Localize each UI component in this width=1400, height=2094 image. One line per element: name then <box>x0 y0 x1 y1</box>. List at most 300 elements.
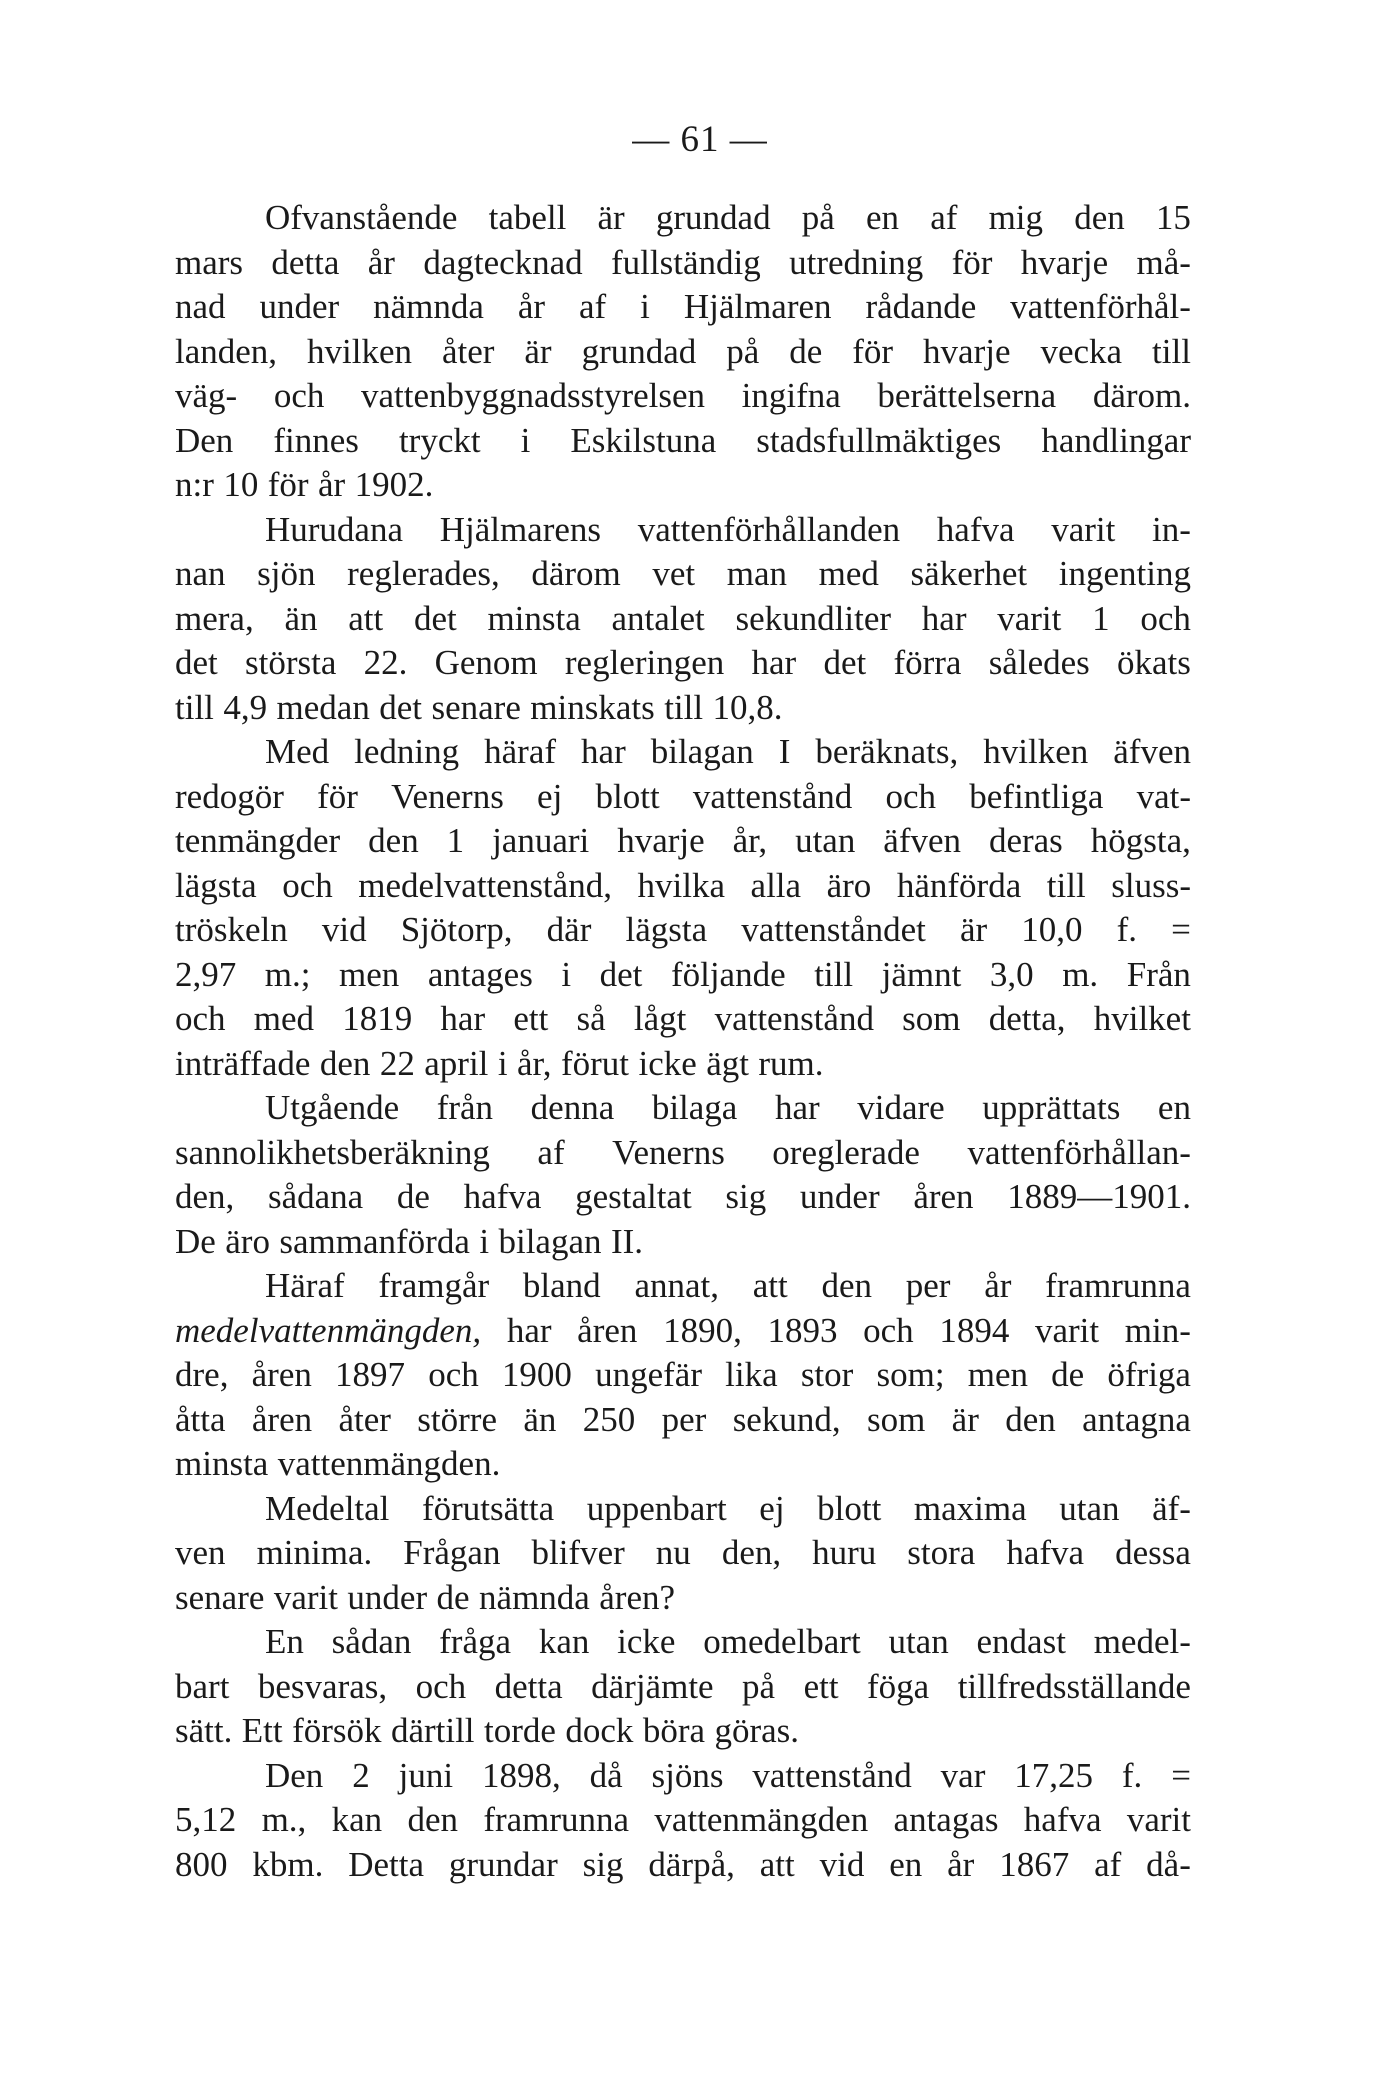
word: gestaltat <box>575 1177 692 1216</box>
word: har <box>506 1310 552 1350</box>
word: 1 <box>446 821 465 860</box>
word: jämnt <box>881 954 962 994</box>
text-line <box>175 1442 1191 1487</box>
word: där <box>546 910 592 949</box>
word: åter <box>441 331 495 371</box>
word: 2 <box>352 1755 370 1795</box>
word: och <box>415 1666 467 1706</box>
word: dessa <box>1115 1533 1191 1572</box>
word: sannolikhetsberäkning <box>175 1132 490 1172</box>
paragraph <box>175 730 1191 1086</box>
word: därom. <box>1092 376 1191 415</box>
word: åtta <box>175 1399 226 1439</box>
word: under <box>799 1177 880 1216</box>
word: De <box>175 1221 216 1261</box>
word: upprättats <box>982 1088 1121 1127</box>
word: 5,12 <box>175 1800 237 1839</box>
word: sekundliter <box>735 598 892 638</box>
word: rum. <box>758 1043 824 1083</box>
word: 10 <box>223 465 259 504</box>
paragraph <box>175 1620 1191 1754</box>
word: 1893 <box>767 1310 838 1350</box>
word: I <box>778 732 791 771</box>
word: Utgående <box>265 1088 400 1127</box>
word: juni <box>398 1755 454 1795</box>
word: antagas <box>893 1800 999 1839</box>
word: största <box>245 643 337 682</box>
word: senare <box>431 687 521 727</box>
word: Hjälmaren <box>683 287 832 326</box>
word: sekund, <box>732 1399 841 1439</box>
word: fråga <box>439 1622 512 1661</box>
word: förra <box>893 643 962 682</box>
word: en <box>865 198 900 237</box>
word: 1890, <box>663 1310 742 1350</box>
word: utredning <box>789 242 924 282</box>
word: april <box>424 1043 489 1083</box>
word: till <box>814 954 854 994</box>
word: den <box>319 1043 371 1083</box>
word: 1 <box>1092 598 1110 638</box>
word: äfven <box>883 821 962 860</box>
text-line <box>175 997 1191 1042</box>
word: antagna <box>1082 1399 1191 1439</box>
word: 1898, <box>481 1755 561 1795</box>
word: göras. <box>714 1711 800 1750</box>
word: den <box>368 821 419 860</box>
word: därom <box>531 554 621 593</box>
word: då- <box>1146 1844 1191 1884</box>
word: antages <box>427 954 533 994</box>
word: i <box>520 420 531 460</box>
word: vattenstånd <box>714 999 874 1038</box>
word: tryckt <box>398 420 481 460</box>
word: 1889—1901. <box>1007 1177 1191 1216</box>
word: den, <box>175 1177 235 1216</box>
word: Venerns <box>391 776 504 816</box>
text-line <box>175 1709 1191 1754</box>
word: har <box>774 1088 820 1127</box>
word: minima. <box>256 1533 373 1572</box>
word: år <box>517 287 546 326</box>
word: en <box>889 1844 923 1884</box>
word: lägsta <box>175 865 257 905</box>
word: nu <box>655 1533 691 1572</box>
word: högsta, <box>1090 821 1191 860</box>
word: bilaga <box>651 1088 738 1127</box>
word: Ofvanstående <box>265 198 458 237</box>
word: finnes <box>273 420 359 460</box>
word: f. <box>1121 1755 1143 1795</box>
word: per <box>905 1266 951 1305</box>
word: än <box>284 598 318 638</box>
word: omedelbart <box>703 1622 861 1661</box>
text-line <box>175 597 1191 642</box>
word: 22 <box>379 1043 415 1083</box>
word: föga <box>867 1666 930 1706</box>
word: därtill <box>390 1711 475 1750</box>
word: ägt <box>706 1043 749 1083</box>
text-line <box>175 1398 1191 1443</box>
paragraph <box>175 1487 1191 1621</box>
word: utan <box>1059 1488 1120 1528</box>
word: åren? <box>599 1577 676 1617</box>
word: nad <box>175 287 226 326</box>
word: Från <box>1126 954 1191 994</box>
word: 1867 <box>999 1844 1070 1884</box>
word: blott <box>595 776 660 816</box>
word: minsta <box>175 1444 269 1483</box>
word: förut <box>560 1043 630 1083</box>
word: i <box>561 954 572 994</box>
word: på <box>726 331 760 371</box>
word: vattenstånd <box>752 1755 912 1795</box>
word: väg- <box>175 376 238 415</box>
word: åren <box>913 1177 974 1216</box>
word: för <box>267 465 309 504</box>
word: ingenting <box>1058 554 1191 593</box>
word: 1894 <box>939 1310 1010 1350</box>
paragraph <box>175 1264 1191 1487</box>
word: år <box>318 465 346 504</box>
text-line <box>175 1131 1191 1176</box>
word: En <box>265 1622 304 1661</box>
word: tabell <box>488 198 567 237</box>
word: f. <box>1116 910 1138 949</box>
word: för <box>317 776 358 816</box>
word: må- <box>1136 242 1191 282</box>
text-line <box>175 552 1191 597</box>
word: vat- <box>1136 776 1191 816</box>
word: år <box>367 242 395 282</box>
word: från <box>436 1088 494 1127</box>
word: och <box>1140 598 1191 638</box>
word: det <box>413 598 457 638</box>
word: en <box>1157 1088 1191 1127</box>
word: m., <box>261 1800 307 1839</box>
word: varit <box>997 598 1062 638</box>
word: äro <box>225 1221 270 1261</box>
page-number: — 61 — <box>632 119 768 160</box>
word: äf- <box>1152 1488 1191 1528</box>
word: regleringen <box>564 643 725 682</box>
word: åren <box>251 1399 313 1439</box>
word: är <box>597 198 625 237</box>
text-line <box>175 508 1191 553</box>
word: grundad <box>581 331 697 371</box>
word: lägsta <box>625 910 708 949</box>
word: inträffade <box>175 1043 311 1083</box>
word: och <box>885 776 937 816</box>
text-line <box>175 1843 1191 1888</box>
word: tillfredsställande <box>957 1666 1191 1706</box>
word: de <box>789 331 823 371</box>
word: af <box>579 287 607 326</box>
word: redogör <box>175 776 284 816</box>
word: dock <box>565 1711 634 1750</box>
word: till <box>1152 331 1191 371</box>
paragraph <box>175 508 1191 731</box>
text-line <box>175 1264 1191 1309</box>
word: huru <box>812 1533 877 1572</box>
word: 4,9 <box>223 687 268 727</box>
word: Den <box>175 420 234 460</box>
word: 800 <box>175 1844 228 1884</box>
word: var <box>940 1755 986 1795</box>
word: hvilken <box>307 331 412 371</box>
word: 22. <box>363 643 408 682</box>
word: så <box>576 999 606 1038</box>
word: ven <box>175 1533 226 1572</box>
word: äfven <box>1113 732 1191 771</box>
word: detta, <box>988 999 1066 1038</box>
word: den, <box>721 1533 782 1572</box>
word: till <box>175 687 214 727</box>
text-line <box>175 1175 1191 1220</box>
text-line <box>175 908 1191 953</box>
word: år <box>947 1844 975 1884</box>
word: vattenförhållanden <box>637 509 901 549</box>
word: endast <box>976 1622 1066 1661</box>
word: tröskeln <box>175 910 288 949</box>
word: 10,0 <box>1021 910 1083 949</box>
word: 3,0 <box>989 954 1034 994</box>
word: blifver <box>531 1533 625 1572</box>
word: det <box>175 643 218 682</box>
word: Genom <box>434 643 538 682</box>
word: har <box>581 732 626 771</box>
word: ingifna <box>741 376 841 415</box>
text-line <box>175 1220 1191 1265</box>
word: varit <box>1126 1800 1191 1839</box>
word: häraf <box>484 732 557 771</box>
word: 2,97 <box>175 954 237 994</box>
word: men <box>967 1355 1028 1394</box>
word: 10,8. <box>712 687 783 727</box>
text-line <box>175 953 1191 998</box>
word: det <box>379 687 423 727</box>
word: således <box>988 643 1090 682</box>
word: stadsfullmäktiges <box>756 420 1002 460</box>
word: den <box>821 1266 873 1305</box>
word: icke <box>617 1622 676 1661</box>
word: bland <box>522 1266 601 1305</box>
paragraph <box>175 1086 1191 1264</box>
word: varit <box>273 1577 338 1617</box>
word: ett <box>513 999 549 1038</box>
word: = <box>1171 910 1191 949</box>
word: mars <box>175 242 244 282</box>
text-line <box>175 330 1191 375</box>
word: till <box>664 687 704 727</box>
word: hvilken <box>983 732 1089 771</box>
word: annat, <box>634 1266 719 1305</box>
word: Häraf <box>265 1266 345 1305</box>
word: har <box>921 598 967 638</box>
word: hafva <box>1023 1800 1102 1839</box>
word: uppenbart <box>586 1488 727 1528</box>
word: framrunna <box>483 1800 630 1839</box>
word: har <box>440 999 486 1038</box>
word: tenmängder <box>175 821 341 860</box>
word: vecka <box>1040 331 1123 371</box>
word: lika <box>725 1355 778 1394</box>
word: Detta <box>348 1844 425 1884</box>
word: mig <box>988 198 1044 237</box>
word: medelvattenmängden, <box>175 1310 482 1350</box>
word: sig <box>582 1844 624 1884</box>
word: 1902. <box>354 465 434 504</box>
word: Ett <box>241 1711 283 1750</box>
word: varit <box>1034 1310 1100 1350</box>
word: befintliga <box>969 776 1104 816</box>
word: som; <box>876 1355 945 1394</box>
word: = <box>1171 1755 1191 1795</box>
word: hvarje <box>617 821 705 860</box>
word: minsta <box>487 598 581 638</box>
word: åter <box>338 1399 391 1439</box>
word: till <box>1046 865 1086 905</box>
text-line <box>175 730 1191 775</box>
word: 1900 <box>501 1355 572 1394</box>
word: än <box>523 1399 557 1439</box>
word: som <box>902 999 961 1038</box>
word: stor <box>800 1355 854 1394</box>
word: 17,25 <box>1014 1755 1094 1795</box>
word: sig <box>725 1177 767 1216</box>
word: vattenmängden <box>654 1800 869 1839</box>
word: icke <box>638 1043 697 1083</box>
word: sluss- <box>1111 865 1191 905</box>
word: att <box>348 598 384 638</box>
word: vattenbyggnadsstyrelsen <box>360 376 706 415</box>
word: under <box>347 1577 428 1617</box>
word: det <box>823 643 867 682</box>
word: hvarje <box>923 331 1011 371</box>
word: reglerades, <box>347 554 500 593</box>
paragraph <box>175 196 1191 508</box>
word: i <box>479 1221 490 1261</box>
word: in- <box>1152 509 1191 549</box>
word: den <box>1005 1399 1056 1439</box>
word: men <box>339 954 400 994</box>
word: varit <box>1051 509 1116 549</box>
word: 1897 <box>335 1355 406 1394</box>
word: att <box>752 1266 788 1305</box>
word: och <box>175 999 226 1038</box>
word: landen, <box>175 331 278 371</box>
word: Den <box>265 1755 324 1795</box>
word: denna <box>530 1088 615 1127</box>
paragraph <box>175 1754 1191 1888</box>
word: vattenförhållan- <box>967 1132 1191 1172</box>
word: på <box>742 1666 776 1706</box>
word: det <box>599 954 643 994</box>
word: vet <box>652 554 696 593</box>
word: dre, <box>175 1355 229 1394</box>
word: sådana <box>267 1177 364 1216</box>
word: bart <box>175 1666 230 1706</box>
word: nämnda <box>479 1577 590 1617</box>
word: sätt. <box>175 1711 233 1750</box>
word: åren <box>577 1310 638 1350</box>
text-line <box>175 686 1191 731</box>
word: 250 <box>582 1399 636 1439</box>
text-line <box>175 463 1191 508</box>
word: år, <box>517 1043 552 1083</box>
word: under <box>259 287 340 326</box>
word: mera, <box>175 598 254 638</box>
word: detta <box>271 242 340 282</box>
word: antalet <box>611 598 705 638</box>
word: kan <box>331 1800 383 1839</box>
text-line <box>175 1353 1191 1398</box>
word: grundad <box>655 198 771 237</box>
text-line <box>175 1309 1191 1354</box>
word: sjöns <box>651 1755 724 1795</box>
word: de <box>436 1577 470 1617</box>
word: kan <box>538 1622 590 1661</box>
text-line <box>175 241 1191 286</box>
word: år <box>984 1266 1012 1305</box>
word: då <box>589 1755 623 1795</box>
text-line <box>175 1620 1191 1665</box>
word: hafva <box>936 509 1015 549</box>
word: Eskilstuna <box>570 420 717 460</box>
word: med <box>253 999 315 1038</box>
word: vid <box>321 910 367 949</box>
word: med <box>818 554 879 593</box>
word: följande <box>670 954 786 994</box>
word: framrunna <box>1045 1266 1191 1305</box>
word: beräknats, <box>815 732 959 771</box>
word: är <box>951 1399 979 1439</box>
word: blott <box>817 1488 882 1528</box>
word: som <box>866 1399 926 1439</box>
text-line <box>175 1798 1191 1843</box>
word: ökats <box>1117 643 1191 682</box>
word: af <box>1094 1844 1122 1884</box>
word: de <box>1051 1355 1085 1394</box>
word: för <box>852 331 894 371</box>
word: lågt <box>633 999 687 1038</box>
word: Frågan <box>403 1533 501 1572</box>
text-line <box>175 1042 1191 1087</box>
word: af <box>930 198 958 237</box>
word: den <box>1074 198 1125 237</box>
word: nämnda <box>373 287 484 326</box>
word: sjön <box>257 554 316 593</box>
word: alla <box>750 865 802 905</box>
word: januari <box>492 821 590 860</box>
word: därpå, <box>648 1844 735 1884</box>
text-line <box>175 1531 1191 1576</box>
word: och <box>273 376 325 415</box>
word: utan <box>795 821 856 860</box>
word: öfriga <box>1107 1355 1191 1394</box>
word: därjämte <box>591 1666 714 1706</box>
word: oreglerade <box>772 1132 920 1172</box>
word: maxima <box>913 1488 1027 1528</box>
word: framgår <box>378 1266 490 1305</box>
word: vattenståndet <box>741 910 926 949</box>
word: m.; <box>264 954 311 994</box>
word: äro <box>826 865 872 905</box>
word: hvilket <box>1093 999 1191 1038</box>
text-line <box>175 864 1191 909</box>
text-line <box>175 641 1191 686</box>
text-line <box>175 1754 1191 1799</box>
